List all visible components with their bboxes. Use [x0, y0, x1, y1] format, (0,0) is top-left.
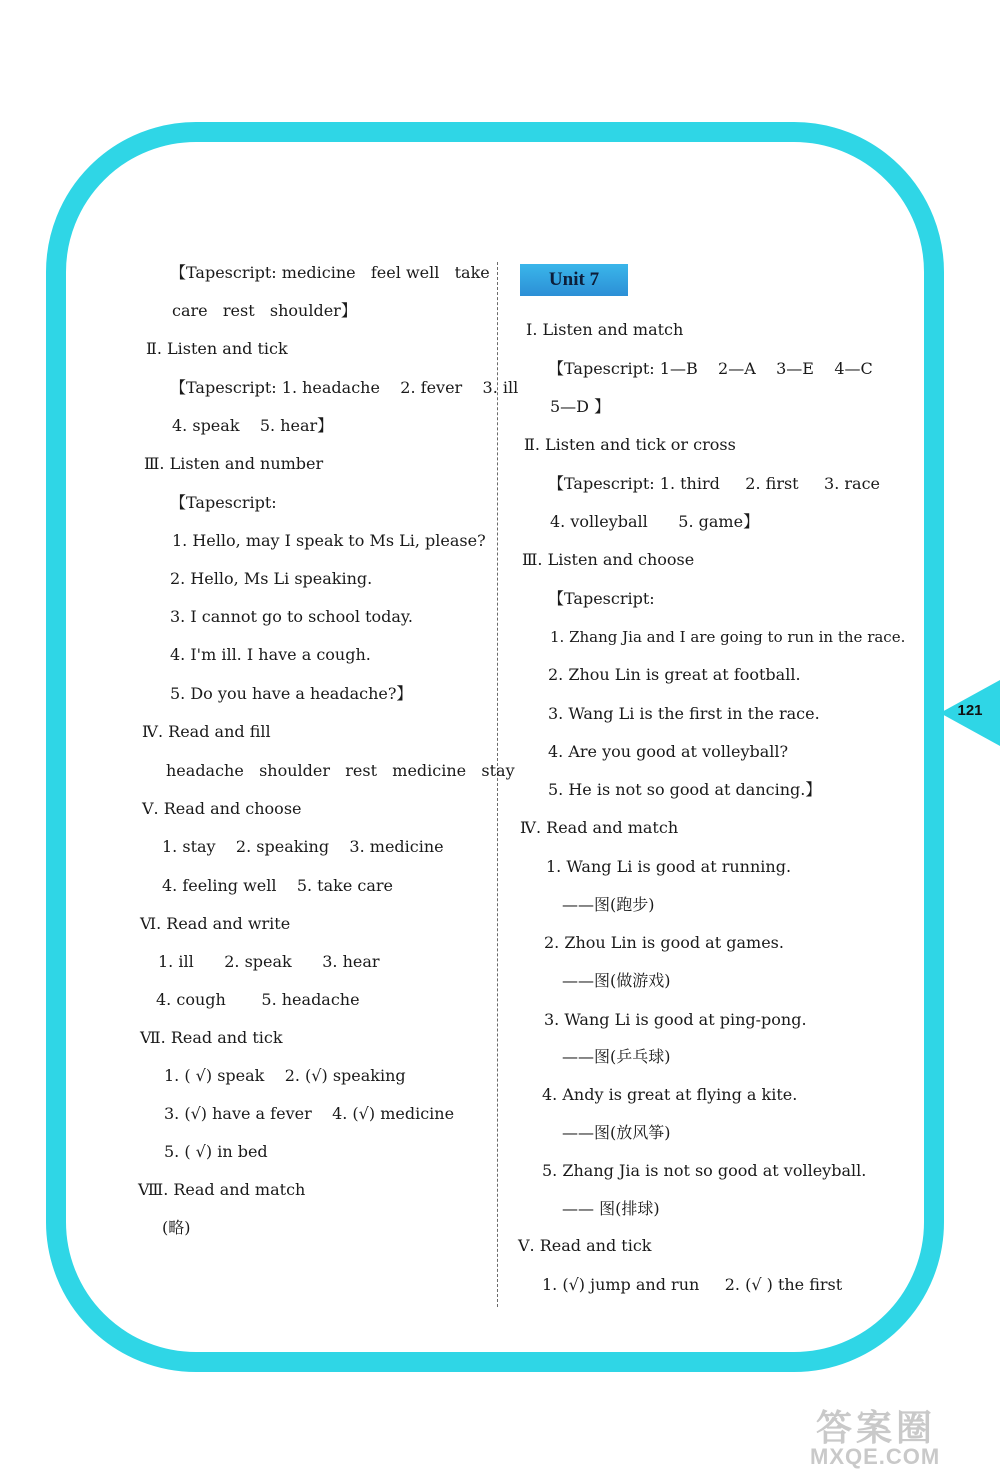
unit-badge: Unit 7 [520, 264, 628, 296]
left-line: headache shoulder rest medicine stay [166, 761, 515, 780]
right-line: —— 图(排球) [562, 1199, 660, 1218]
section-heading: Ⅱ. Listen and tick [146, 339, 288, 358]
right-line: 2. Zhou Lin is great at football. [548, 665, 801, 684]
right-line: 3. Wang Li is good at ping-pong. [544, 1010, 807, 1029]
column-divider [497, 262, 498, 1307]
left-line: 4. I'm ill. I have a cough. [170, 645, 371, 664]
right-line: 1. Zhang Jia and I are going to run in the race. [550, 628, 906, 646]
section-heading: Ⅲ. Listen and number [144, 454, 324, 473]
right-line: 5. He is not so good at dancing.】 [548, 780, 822, 799]
left-line: 5. ( √) in bed [164, 1142, 268, 1161]
section-heading: Ⅴ. Read and tick [518, 1236, 652, 1255]
left-line: 1. ( √) speak 2. (√) speaking [164, 1066, 406, 1085]
left-line: 4. speak 5. hear】 [172, 416, 334, 435]
section-heading: Ⅳ. Read and fill [142, 722, 271, 741]
right-line: 4. volleyball 5. game】 [550, 512, 760, 531]
right-line: 1. (√) jump and run 2. (√ ) the first [542, 1275, 843, 1294]
section-heading: Ⅱ. Listen and tick or cross [524, 435, 736, 454]
left-line: 【Tapescript: medicine feel well take [170, 263, 490, 282]
right-line: ——图(放风筝) [562, 1123, 671, 1142]
right-line: 【Tapescript: [548, 589, 655, 608]
page-number: 121 [957, 702, 983, 719]
left-line: 3. (√) have a fever 4. (√) medicine [164, 1104, 455, 1123]
right-line: 5. Zhang Jia is not so good at volleyball. [542, 1161, 867, 1180]
left-line: 4. cough 5. headache [156, 990, 360, 1009]
right-line: 4. Andy is great at flying a kite. [542, 1085, 798, 1104]
left-line: 【Tapescript: [170, 493, 277, 512]
right-line: 1. Wang Li is good at running. [546, 857, 792, 876]
left-line: 1. Hello, may I speak to Ms Li, please? [172, 531, 486, 550]
section-heading: Ⅲ. Listen and choose [522, 550, 695, 569]
section-heading: Ⅰ. Listen and match [526, 320, 684, 339]
left-line: 【Tapescript: 1. headache 2. fever 3. ill [170, 378, 519, 397]
left-line: 4. feeling well 5. take care [162, 876, 394, 895]
right-line: 【Tapescript: 1. third 2. first 3. race [548, 474, 881, 493]
left-line: care rest shoulder】 [172, 301, 357, 320]
left-line: (略) [162, 1218, 191, 1237]
section-heading: Ⅷ. Read and match [138, 1180, 306, 1199]
right-line: 【Tapescript: 1—B 2—A 3—E 4—C [548, 359, 873, 378]
watermark-logo-text: 答案圈 [816, 1407, 937, 1448]
left-line: 3. I cannot go to school today. [170, 607, 413, 626]
right-line: ——图(乒乓球) [562, 1047, 671, 1066]
watermark [810, 1400, 1000, 1471]
right-line: ——图(跑步) [562, 895, 655, 914]
right-line: 3. Wang Li is the first in the race. [548, 704, 820, 723]
section-heading: Ⅴ. Read and choose [142, 799, 302, 818]
section-heading: Ⅶ. Read and tick [140, 1028, 283, 1047]
right-line: 2. Zhou Lin is good at games. [544, 933, 784, 952]
section-heading: Ⅳ. Read and match [520, 818, 679, 837]
left-line: 5. Do you have a headache?】 [170, 684, 413, 703]
left-line: 2. Hello, Ms Li speaking. [170, 569, 373, 588]
section-heading: Ⅵ. Read and write [140, 914, 291, 933]
right-line: 4. Are you good at volleyball? [548, 742, 789, 761]
left-line: 1. stay 2. speaking 3. medicine [162, 837, 444, 856]
left-line: 1. ill 2. speak 3. hear [158, 952, 380, 971]
watermark-url: MXQE.COM [810, 1444, 941, 1469]
right-line: ——图(做游戏) [562, 971, 671, 990]
right-line: 5—D 】 [550, 397, 611, 416]
